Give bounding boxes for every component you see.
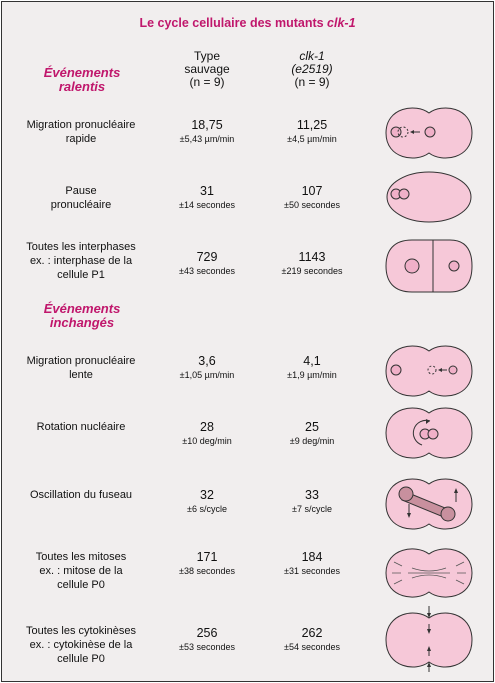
section-heading-line2: inchangés <box>49 315 115 330</box>
mean-value: 107 <box>301 184 323 198</box>
sd-value: ±9 deg/min <box>289 436 335 446</box>
row-label-interphases <box>6 240 156 282</box>
section-heading-unchanged <box>12 302 152 330</box>
wt-value-fast-migration <box>152 118 262 145</box>
section-heading-slowed <box>12 66 152 94</box>
row-label-line: rapide <box>65 133 97 145</box>
row-label-line: Toutes les interphases <box>26 241 136 253</box>
mut-value-slow-migration <box>257 354 367 381</box>
sd-value: ±219 secondes <box>281 266 343 276</box>
sd-value: ±10 deg/min <box>182 436 232 446</box>
row-label-line: cellule P0 <box>57 653 105 665</box>
mitosis-icon <box>382 544 477 602</box>
mut-value-fast-migration <box>257 118 367 145</box>
wt-value-pronuclear-pause <box>152 184 262 211</box>
mutant-column-header <box>257 50 367 89</box>
sd-value: ±50 secondes <box>284 200 340 210</box>
mean-value: 4,1 <box>303 354 321 368</box>
sd-value: ±4,5 µm/min <box>287 134 337 144</box>
wt-value-nuclear-rotation <box>152 420 262 447</box>
sd-value: ±54 secondes <box>284 642 340 652</box>
row-label-line: Rotation nucléaire <box>36 421 126 433</box>
wt-value-mitoses <box>152 550 262 577</box>
figure-panel <box>1 1 494 682</box>
sd-value: ±43 secondes <box>179 266 235 276</box>
mut-value-nuclear-rotation <box>257 420 367 447</box>
row-label-line: ex. : interphase de la <box>29 255 133 267</box>
mean-value: 11,25 <box>296 118 328 132</box>
sd-value: ±5,43 µm/min <box>179 134 235 144</box>
nuclear-rotation-icon <box>382 405 477 461</box>
fast-pronuclear-migration-icon <box>382 105 477 161</box>
mut-value-spindle-oscillation <box>257 488 367 515</box>
mean-value: 184 <box>301 550 323 564</box>
title-gene-name: clk-1 <box>327 16 356 30</box>
sd-value: ±1,9 µm/min <box>287 370 337 380</box>
mut-header-n: (n = 9) <box>294 75 330 89</box>
sd-value: ±6 s/cycle <box>187 504 227 514</box>
row-label-cytokineses <box>6 624 156 666</box>
mut-value-pronuclear-pause <box>257 184 367 211</box>
wild-type-column-header <box>152 50 262 89</box>
row-label-pronuclear-pause <box>6 184 156 212</box>
mean-value: 171 <box>196 550 218 564</box>
row-label-fast-migration <box>6 118 156 146</box>
row-label-line: Migration pronucléaire <box>26 355 136 367</box>
wt-value-interphases <box>152 250 262 277</box>
section-heading-line1: Événements <box>43 65 121 80</box>
cytokinesis-icon <box>382 604 477 674</box>
mut-header-line2: (e2519) <box>291 62 333 76</box>
sd-value: ±7 s/cycle <box>292 504 332 514</box>
mut-value-cytokineses <box>257 626 367 653</box>
section-heading-line1: Événements <box>43 301 121 316</box>
sd-value: ±31 secondes <box>284 566 340 576</box>
slow-pronuclear-migration-icon <box>382 343 477 399</box>
wt-header-line2: sauvage <box>184 62 230 76</box>
mean-value: 32 <box>200 488 214 502</box>
row-label-nuclear-rotation <box>6 420 156 434</box>
mean-value: 18,75 <box>191 118 223 132</box>
row-label-mitoses <box>6 550 156 592</box>
sd-value: ±53 secondes <box>179 642 235 652</box>
wt-value-cytokineses <box>152 626 262 653</box>
wt-value-slow-migration <box>152 354 262 381</box>
title-text: Le cycle cellulaire des mutants <box>139 16 328 30</box>
mean-value: 256 <box>196 626 218 640</box>
mean-value: 31 <box>200 184 214 198</box>
mean-value: 729 <box>196 250 218 264</box>
mean-value: 262 <box>301 626 323 640</box>
row-label-spindle-oscillation <box>6 488 156 502</box>
section-heading-line2: ralentis <box>58 79 106 94</box>
mut-header-line1: clk-1 <box>299 49 325 63</box>
mean-value: 33 <box>305 488 319 502</box>
row-label-line: cellule P0 <box>57 579 105 591</box>
row-label-line: pronucléaire <box>50 199 112 211</box>
row-label-line: ex. : mitose de la <box>39 565 123 577</box>
row-label-line: Toutes les mitoses <box>35 551 127 563</box>
row-label-line: Migration pronucléaire <box>26 119 136 131</box>
mean-value: 25 <box>305 420 319 434</box>
interphase-two-cell-icon <box>382 236 477 296</box>
row-label-line: lente <box>69 369 93 381</box>
mean-value: 1143 <box>298 250 326 264</box>
sd-value: ±14 secondes <box>179 200 235 210</box>
pronuclear-pause-icon <box>382 168 477 226</box>
wt-value-spindle-oscillation <box>152 488 262 515</box>
sd-value: ±1,05 µm/min <box>179 370 235 380</box>
row-label-line: Toutes les cytokinèses <box>25 625 137 637</box>
row-label-line: ex. : cytokinèse de la <box>29 639 133 651</box>
mean-value: 28 <box>200 420 214 434</box>
mut-value-mitoses <box>257 550 367 577</box>
sd-value: ±38 secondes <box>179 566 235 576</box>
wt-header-n: (n = 9) <box>189 75 225 89</box>
row-label-line: Pause <box>65 185 97 197</box>
spindle-oscillation-icon <box>382 476 477 532</box>
row-label-slow-migration <box>6 354 156 382</box>
wt-header-line1: Type <box>193 49 220 63</box>
mut-value-interphases <box>257 250 367 277</box>
row-label-line: cellule P1 <box>57 269 105 281</box>
figure-title <box>2 16 493 30</box>
row-label-line: Oscillation du fuseau <box>29 489 133 501</box>
mean-value: 3,6 <box>198 354 216 368</box>
